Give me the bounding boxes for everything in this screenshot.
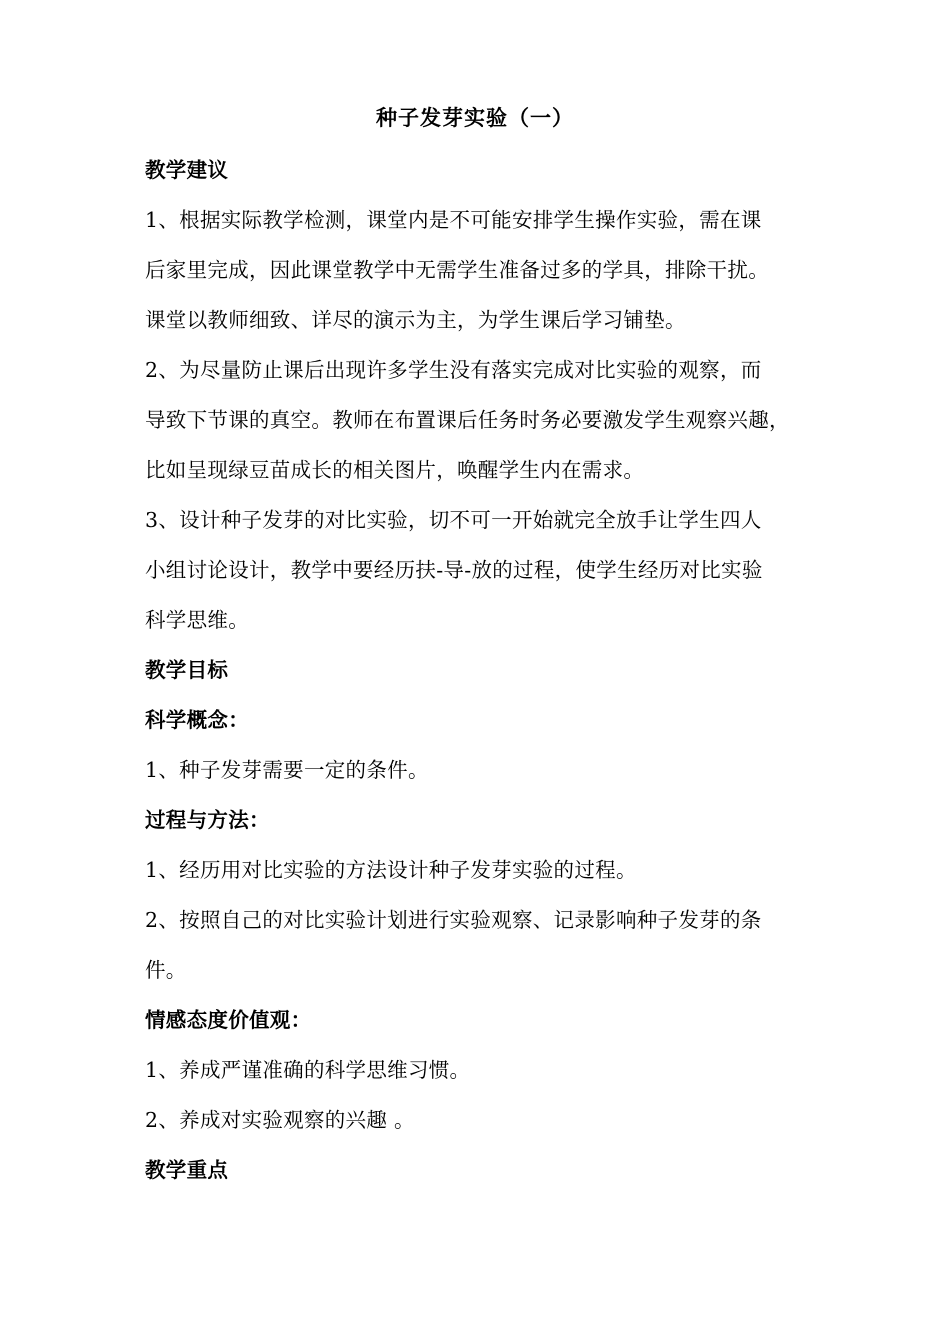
section-heading: 科学概念： bbox=[145, 708, 249, 732]
section-heading: 教学重点 bbox=[145, 1158, 229, 1182]
paragraph-line: 1、根据实际教学检测，课堂内是不可能安排学生操作实验，需在课 bbox=[145, 208, 762, 232]
paragraph-line: 2、养成对实验观察的兴趣 。 bbox=[145, 1108, 415, 1132]
section-heading: 过程与方法： bbox=[145, 808, 270, 832]
paragraph-line: 3、设计种子发芽的对比实验，切不可一开始就完全放手让学生四人 bbox=[145, 508, 762, 532]
paragraph-line: 导致下节课的真空。教师在布置课后任务时务必要激发学生观察兴趣， bbox=[145, 408, 790, 432]
paragraph-line: 科学思维。 bbox=[145, 608, 249, 632]
paragraph-line: 1、养成严谨准确的科学思维习惯。 bbox=[145, 1058, 471, 1082]
paragraph-line: 后家里完成，因此课堂教学中无需学生准备过多的学具，排除干扰。 bbox=[145, 258, 769, 282]
paragraph-line: 1、种子发芽需要一定的条件。 bbox=[145, 758, 429, 782]
paragraph-line: 2、按照自己的对比实验计划进行实验观察、记录影响种子发芽的条 bbox=[145, 908, 762, 932]
paragraph-line: 小组讨论设计，教学中要经历扶-导-放的过程，使学生经历对比实验 bbox=[145, 558, 763, 582]
paragraph-line: 比如呈现绿豆苗成长的相关图片，唤醒学生内在需求。 bbox=[145, 458, 645, 482]
paragraph-line: 课堂以教师细致、详尽的演示为主，为学生课后学习铺垫。 bbox=[145, 308, 686, 332]
paragraph-line: 1、经历用对比实验的方法设计种子发芽实验的过程。 bbox=[145, 858, 637, 882]
section-heading: 教学目标 bbox=[145, 658, 229, 682]
paragraph-line: 2、为尽量防止课后出现许多学生没有落实完成对比实验的观察，而 bbox=[145, 358, 762, 382]
document-body bbox=[145, 155, 825, 1205]
section-heading: 情感态度价值观： bbox=[145, 1008, 312, 1032]
document-title: 种子发芽实验（一） bbox=[376, 105, 574, 130]
section-heading: 教学建议 bbox=[145, 158, 229, 182]
paragraph-line: 件。 bbox=[145, 958, 187, 982]
